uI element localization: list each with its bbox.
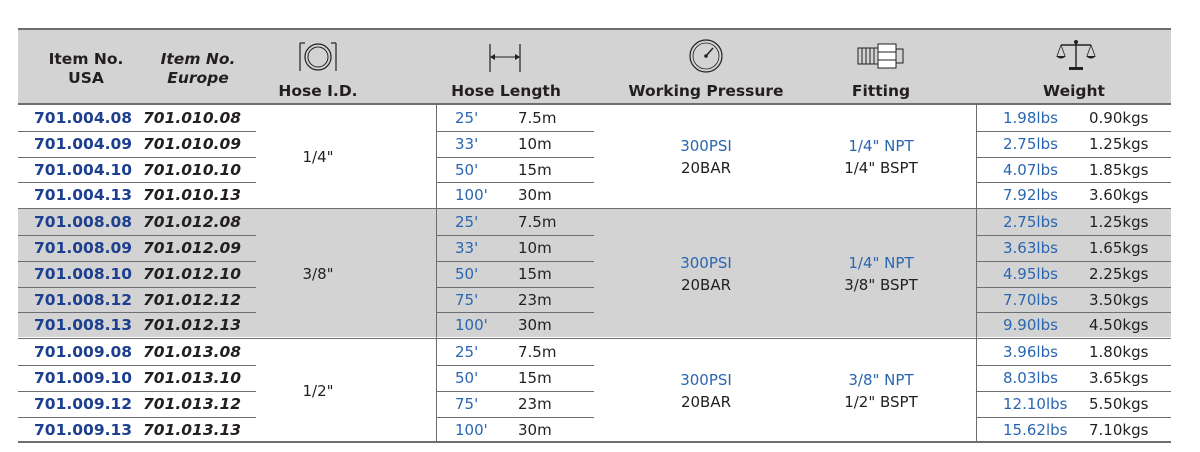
column-rule bbox=[976, 209, 977, 338]
hose-cross-section-icon bbox=[296, 40, 340, 74]
weight-kgs: 1.25kgs bbox=[1089, 134, 1149, 153]
fitting-npt: 3/8" NPT bbox=[848, 370, 914, 389]
table-row bbox=[18, 365, 1171, 391]
hose-length-meters: 23m bbox=[518, 394, 552, 413]
hose-length-meters: 15m bbox=[518, 368, 552, 387]
hose-length-meters: 23m bbox=[518, 290, 552, 309]
item-no-europe: 701.012.09 bbox=[143, 238, 242, 257]
weight-lbs: 8.03lbs bbox=[1003, 368, 1058, 387]
weight-kgs: 3.65kgs bbox=[1089, 368, 1149, 387]
item-no-europe: 701.012.10 bbox=[143, 264, 242, 283]
column-rule bbox=[436, 209, 437, 338]
fitting-value bbox=[831, 369, 931, 413]
item-no-europe: 701.012.12 bbox=[143, 290, 242, 309]
item-no-usa: 701.008.08 bbox=[34, 213, 133, 232]
weight-lbs: 3.96lbs bbox=[1003, 343, 1058, 362]
hose-length-feet: 100' bbox=[455, 186, 488, 205]
hose-length-feet: 50' bbox=[455, 368, 479, 387]
item-no-usa: 701.004.09 bbox=[34, 134, 133, 153]
hose-length-feet: 100' bbox=[455, 420, 488, 439]
hose-length-feet: 25' bbox=[455, 343, 479, 362]
hose-length-meters: 7.5m bbox=[518, 213, 557, 232]
working-pressure-value bbox=[618, 135, 794, 179]
pressure-bar: 20BAR bbox=[680, 275, 732, 294]
hose-length-feet: 33' bbox=[455, 238, 479, 257]
weight-lbs: 2.75lbs bbox=[1003, 134, 1058, 153]
weight-lbs: 1.98lbs bbox=[1003, 109, 1058, 127]
item-no-usa: 701.009.13 bbox=[34, 420, 133, 439]
item-no-europe: 701.013.10 bbox=[143, 368, 242, 387]
weight-lbs: 7.92lbs bbox=[1003, 186, 1058, 205]
hose-length-feet: 100' bbox=[455, 316, 488, 335]
item-no-usa: 701.004.13 bbox=[34, 186, 133, 205]
row-group bbox=[18, 338, 1171, 443]
hose-length-meters: 10m bbox=[518, 238, 552, 257]
header-hose-id: Hose I.D. bbox=[278, 82, 358, 100]
item-no-europe: 701.012.08 bbox=[143, 213, 242, 232]
item-no-europe: 701.012.13 bbox=[143, 316, 242, 335]
pressure-psi: 300PSI bbox=[680, 370, 732, 389]
hose-length-meters: 10m bbox=[518, 134, 552, 153]
weight-lbs: 3.63lbs bbox=[1003, 238, 1058, 257]
item-no-europe: 701.013.12 bbox=[143, 394, 242, 413]
fitting-npt: 1/4" NPT bbox=[848, 136, 914, 155]
column-rule bbox=[976, 105, 977, 208]
weight-lbs: 9.90lbs bbox=[1003, 316, 1058, 335]
hose-id-value: 1/2" bbox=[302, 381, 334, 400]
item-no-usa: 701.008.10 bbox=[34, 264, 133, 283]
header-item-usa: Item No. USA bbox=[48, 50, 124, 87]
hose-length-feet: 33' bbox=[455, 134, 479, 153]
item-no-europe: 701.013.08 bbox=[143, 343, 242, 362]
column-rule bbox=[436, 105, 437, 208]
fitting-npt: 1/4" NPT bbox=[848, 253, 914, 272]
pressure-gauge-icon bbox=[688, 38, 724, 74]
item-no-usa: 701.008.13 bbox=[34, 316, 133, 335]
hose-length-feet: 75' bbox=[455, 394, 479, 413]
working-pressure-value bbox=[618, 252, 794, 296]
table-row bbox=[18, 417, 1171, 443]
fitting-bspt: 1/2" BSPT bbox=[844, 392, 918, 411]
hose-length-feet: 50' bbox=[455, 264, 479, 283]
table-row bbox=[18, 391, 1171, 417]
item-no-usa: 701.009.10 bbox=[34, 368, 133, 387]
weight-kgs: 7.10kgs bbox=[1089, 420, 1149, 439]
row-group bbox=[18, 105, 1171, 208]
pressure-bar: 20BAR bbox=[680, 392, 732, 411]
header-weight: Weight bbox=[1043, 82, 1105, 100]
table-row bbox=[18, 182, 1171, 208]
hose-length-meters: 30m bbox=[518, 186, 552, 205]
item-no-usa: 701.008.12 bbox=[34, 290, 133, 309]
item-no-usa: 701.009.08 bbox=[34, 343, 133, 362]
weight-lbs: 4.95lbs bbox=[1003, 264, 1058, 283]
pressure-bar: 20BAR bbox=[680, 158, 732, 177]
item-no-europe: 701.010.09 bbox=[143, 134, 242, 153]
weight-kgs: 1.80kgs bbox=[1089, 343, 1149, 362]
hose-length-feet: 25' bbox=[455, 213, 479, 232]
item-no-europe: 701.013.13 bbox=[143, 420, 242, 439]
fitting-value bbox=[831, 135, 931, 179]
weight-kgs: 0.90kgs bbox=[1089, 109, 1149, 127]
hose-length-meters: 30m bbox=[518, 316, 552, 335]
header-working-pressure: Working Pressure bbox=[628, 82, 784, 100]
table-row bbox=[18, 209, 1171, 235]
item-no-usa: 701.004.10 bbox=[34, 160, 133, 179]
weight-kgs: 4.50kgs bbox=[1089, 316, 1149, 335]
table-header bbox=[18, 28, 1171, 105]
balance-scale-icon bbox=[1056, 38, 1096, 72]
weight-lbs: 15.62lbs bbox=[1003, 420, 1068, 439]
hose-length-meters: 7.5m bbox=[518, 109, 557, 127]
hose-length-feet: 50' bbox=[455, 160, 479, 179]
weight-lbs: 4.07lbs bbox=[1003, 160, 1058, 179]
weight-kgs: 5.50kgs bbox=[1089, 394, 1149, 413]
hose-length-meters: 15m bbox=[518, 264, 552, 283]
weight-kgs: 3.50kgs bbox=[1089, 290, 1149, 309]
weight-kgs: 2.25kgs bbox=[1089, 264, 1149, 283]
header-hose-length: Hose Length bbox=[451, 82, 561, 100]
table-row bbox=[18, 105, 1171, 131]
item-no-europe: 701.010.08 bbox=[143, 109, 242, 127]
pressure-psi: 300PSI bbox=[680, 253, 732, 272]
header-fitting: Fitting bbox=[851, 82, 911, 100]
item-no-usa: 701.008.09 bbox=[34, 238, 133, 257]
row-group bbox=[18, 208, 1171, 337]
hose-length-feet: 75' bbox=[455, 290, 479, 309]
fitting-value bbox=[831, 252, 931, 296]
working-pressure-value bbox=[618, 369, 794, 413]
length-measure-icon bbox=[487, 42, 523, 74]
hose-length-meters: 7.5m bbox=[518, 343, 557, 362]
table-row bbox=[18, 312, 1171, 338]
table-row bbox=[18, 261, 1171, 287]
weight-kgs: 3.60kgs bbox=[1089, 186, 1149, 205]
table-row bbox=[18, 157, 1171, 183]
column-rule bbox=[976, 339, 977, 442]
weight-kgs: 1.25kgs bbox=[1089, 213, 1149, 232]
table-row bbox=[18, 339, 1171, 365]
table-row bbox=[18, 235, 1171, 261]
item-no-usa: 701.009.12 bbox=[34, 394, 133, 413]
hose-length-meters: 30m bbox=[518, 420, 552, 439]
item-no-usa: 701.004.08 bbox=[34, 109, 133, 127]
header-item-europe: Item No. Europe bbox=[160, 50, 236, 87]
weight-lbs: 7.70lbs bbox=[1003, 290, 1058, 309]
column-rule bbox=[436, 339, 437, 442]
fitting-bspt: 3/8" BSPT bbox=[844, 275, 918, 294]
table-row bbox=[18, 131, 1171, 157]
table-row bbox=[18, 287, 1171, 313]
weight-lbs: 12.10lbs bbox=[1003, 394, 1068, 413]
hose-id-value: 1/4" bbox=[302, 147, 334, 166]
weight-kgs: 1.85kgs bbox=[1089, 160, 1149, 179]
hose-length-feet: 25' bbox=[455, 109, 479, 127]
item-no-europe: 701.010.13 bbox=[143, 186, 242, 205]
hose-id-value: 3/8" bbox=[302, 264, 334, 283]
fitting-bspt: 1/4" BSPT bbox=[844, 158, 918, 177]
hose-length-meters: 15m bbox=[518, 160, 552, 179]
weight-kgs: 1.65kgs bbox=[1089, 238, 1149, 257]
threaded-fitting-icon bbox=[856, 42, 906, 70]
item-no-europe: 701.010.10 bbox=[143, 160, 242, 179]
pressure-psi: 300PSI bbox=[680, 136, 732, 155]
weight-lbs: 2.75lbs bbox=[1003, 213, 1058, 232]
